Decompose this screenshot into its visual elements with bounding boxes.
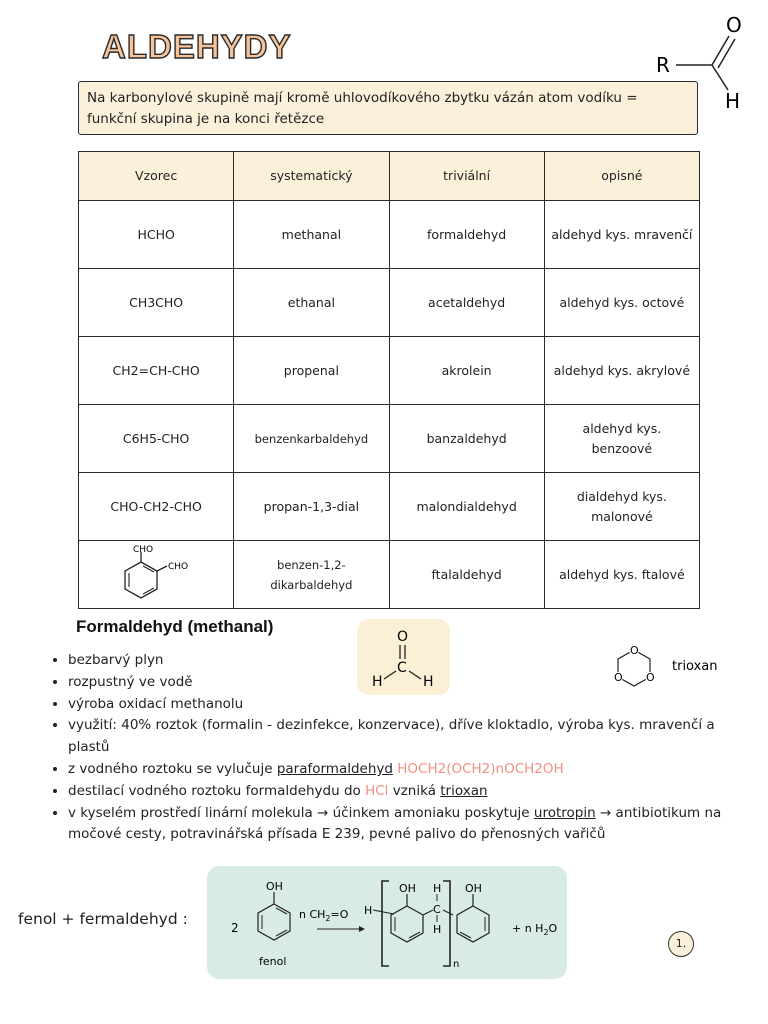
product-h-top: H (433, 882, 442, 895)
table-row (79, 201, 700, 269)
list-item (68, 781, 728, 803)
table-row (79, 541, 700, 609)
list-item (68, 759, 728, 781)
cell-opisne: aldehyd kys. ftalové (544, 541, 699, 609)
page-title: ALDEHYDY (102, 28, 292, 65)
bullet-text: vzniká (388, 782, 441, 799)
page-number: 1. (668, 931, 694, 957)
term-trioxan: trioxan (440, 782, 488, 799)
cell-systematicky: methanal (234, 201, 389, 269)
bullet-text: výroba oxidací methanolu (68, 695, 244, 712)
list-item (68, 672, 728, 694)
cell-systematicky: benzenkarbaldehyd (234, 405, 389, 473)
formaldehyd-properties-list (48, 650, 728, 846)
structure-o: O (726, 13, 742, 37)
cell-vzorec: CHO-CH2-CHO (79, 473, 234, 541)
structure-r: R (656, 53, 670, 77)
cell-trivialni: akrolein (389, 337, 544, 405)
ftal-cho-top: CHO (133, 544, 154, 555)
cell-trivialni: acetaldehyd (389, 269, 544, 337)
cell-opisne: aldehyd kys. mravenčí (544, 201, 699, 269)
cell-systematicky: propenal (234, 337, 389, 405)
bullet-text: bezbarvý plyn (68, 652, 164, 668)
ftal-cho-side: CHO (168, 561, 189, 572)
term-urotropin: urotropin (533, 804, 596, 821)
bullet-text: z vodného roztoku se vylučuje (68, 760, 277, 777)
phenol-ring (258, 904, 290, 940)
trioxan-label: trioxan (672, 659, 718, 674)
fa-h1: H (372, 674, 383, 690)
cell-vzorec: C6H5-CHO (79, 405, 234, 473)
list-item (68, 650, 728, 672)
product-h-bottom: H (433, 923, 442, 936)
cell-systematicky: ethanal (234, 269, 389, 337)
cell-trivialni: banzaldehyd (389, 405, 544, 473)
section-heading-formaldehyd: Formaldehyd (methanal) (76, 617, 274, 636)
cell-systematicky: benzen-1,2-dikarbaldehyd (234, 541, 389, 609)
product-n: n (453, 959, 460, 970)
product-oh-2: OH (465, 882, 482, 895)
bullet-text: v kyselém prostředí linární molekula → účinkem amoniaku poskytuje (68, 804, 534, 821)
term-paraformaldehyd: paraformaldehyd (276, 760, 393, 777)
reagent-text: n $CH_2=O$ (299, 908, 349, 923)
structure-h: H (725, 89, 741, 113)
intro-box: Na karbonylové skupině mají kromě uhlovodíkového zbytku vázán atom vodíku = funkční skupina je na konci řetězce (78, 81, 698, 135)
reaction-box (207, 866, 567, 979)
cell-systematicky: propan-1,3-dial (234, 473, 389, 541)
cell-trivialni: formaldehyd (389, 201, 544, 269)
term-hcl: HCl (365, 782, 389, 799)
cell-vzorec: HCHO (79, 201, 234, 269)
ftalaldehyd-structure (111, 544, 201, 606)
bullet-text: destilací vodného roztoku formaldehydu do (68, 782, 366, 799)
product-oh-1: OH (399, 882, 416, 895)
cell-vzorec: CH2=CH-CHO (79, 337, 234, 405)
header-vzorec: Vzorec (79, 152, 234, 201)
bullet-text: rozpustný ve vodě (68, 673, 193, 690)
list-item (68, 694, 728, 716)
reaction-coef: 2 (231, 921, 239, 935)
phenol-formaldehyde-reaction (207, 866, 567, 979)
fa-o: O (397, 629, 409, 645)
product-water: + n $H_2O$ (512, 922, 558, 937)
header-opisne: opisné (544, 152, 699, 201)
trioxan-o2: O (646, 671, 655, 684)
cell-opisne: aldehyd kys. benzoové (544, 405, 699, 473)
table-row (79, 405, 700, 473)
list-item (68, 715, 728, 759)
aldehyde-table (78, 151, 700, 609)
table-row (79, 269, 700, 337)
formula-paraformaldehyd: HOCH2(OCH2)nOCH2OH (392, 760, 564, 777)
fa-c: C (397, 660, 407, 676)
cell-vzorec-structure (79, 541, 234, 609)
table-row (79, 473, 700, 541)
product-h-left: H (364, 904, 373, 917)
cell-opisne: aldehyd kys. octové (544, 269, 699, 337)
cell-trivialni: ftalaldehyd (389, 541, 544, 609)
header-systematicky: systematický (234, 152, 389, 201)
phenol-label: fenol (259, 955, 287, 968)
cell-opisne: dialdehyd kys. malonové (544, 473, 699, 541)
phenol-oh: OH (266, 880, 283, 893)
product-c: C (433, 903, 441, 916)
cell-vzorec: CH3CHO (79, 269, 234, 337)
list-item (68, 803, 728, 847)
trioxan-o1: O (630, 644, 639, 657)
fa-h2: H (423, 674, 434, 690)
reaction-label: fenol + fermaldehyd : (18, 910, 188, 928)
trioxan-o3: O (614, 671, 623, 684)
bullet-text: → antibiotikum na močové cesty, potravinářská přísada E 239, pevné palivo do přenosných vařičů (68, 804, 722, 843)
header-trivialni: triviální (389, 152, 544, 201)
table-header-row (79, 152, 700, 201)
bullet-text: využití: 40% roztok (formalin - dezinfekce, konzervace), dříve kloktadlo, výroba kys. mravenčí a plastů (68, 717, 715, 756)
table-row (79, 337, 700, 405)
cell-opisne: aldehyd kys. akrylové (544, 337, 699, 405)
cell-trivialni: malondialdehyd (389, 473, 544, 541)
